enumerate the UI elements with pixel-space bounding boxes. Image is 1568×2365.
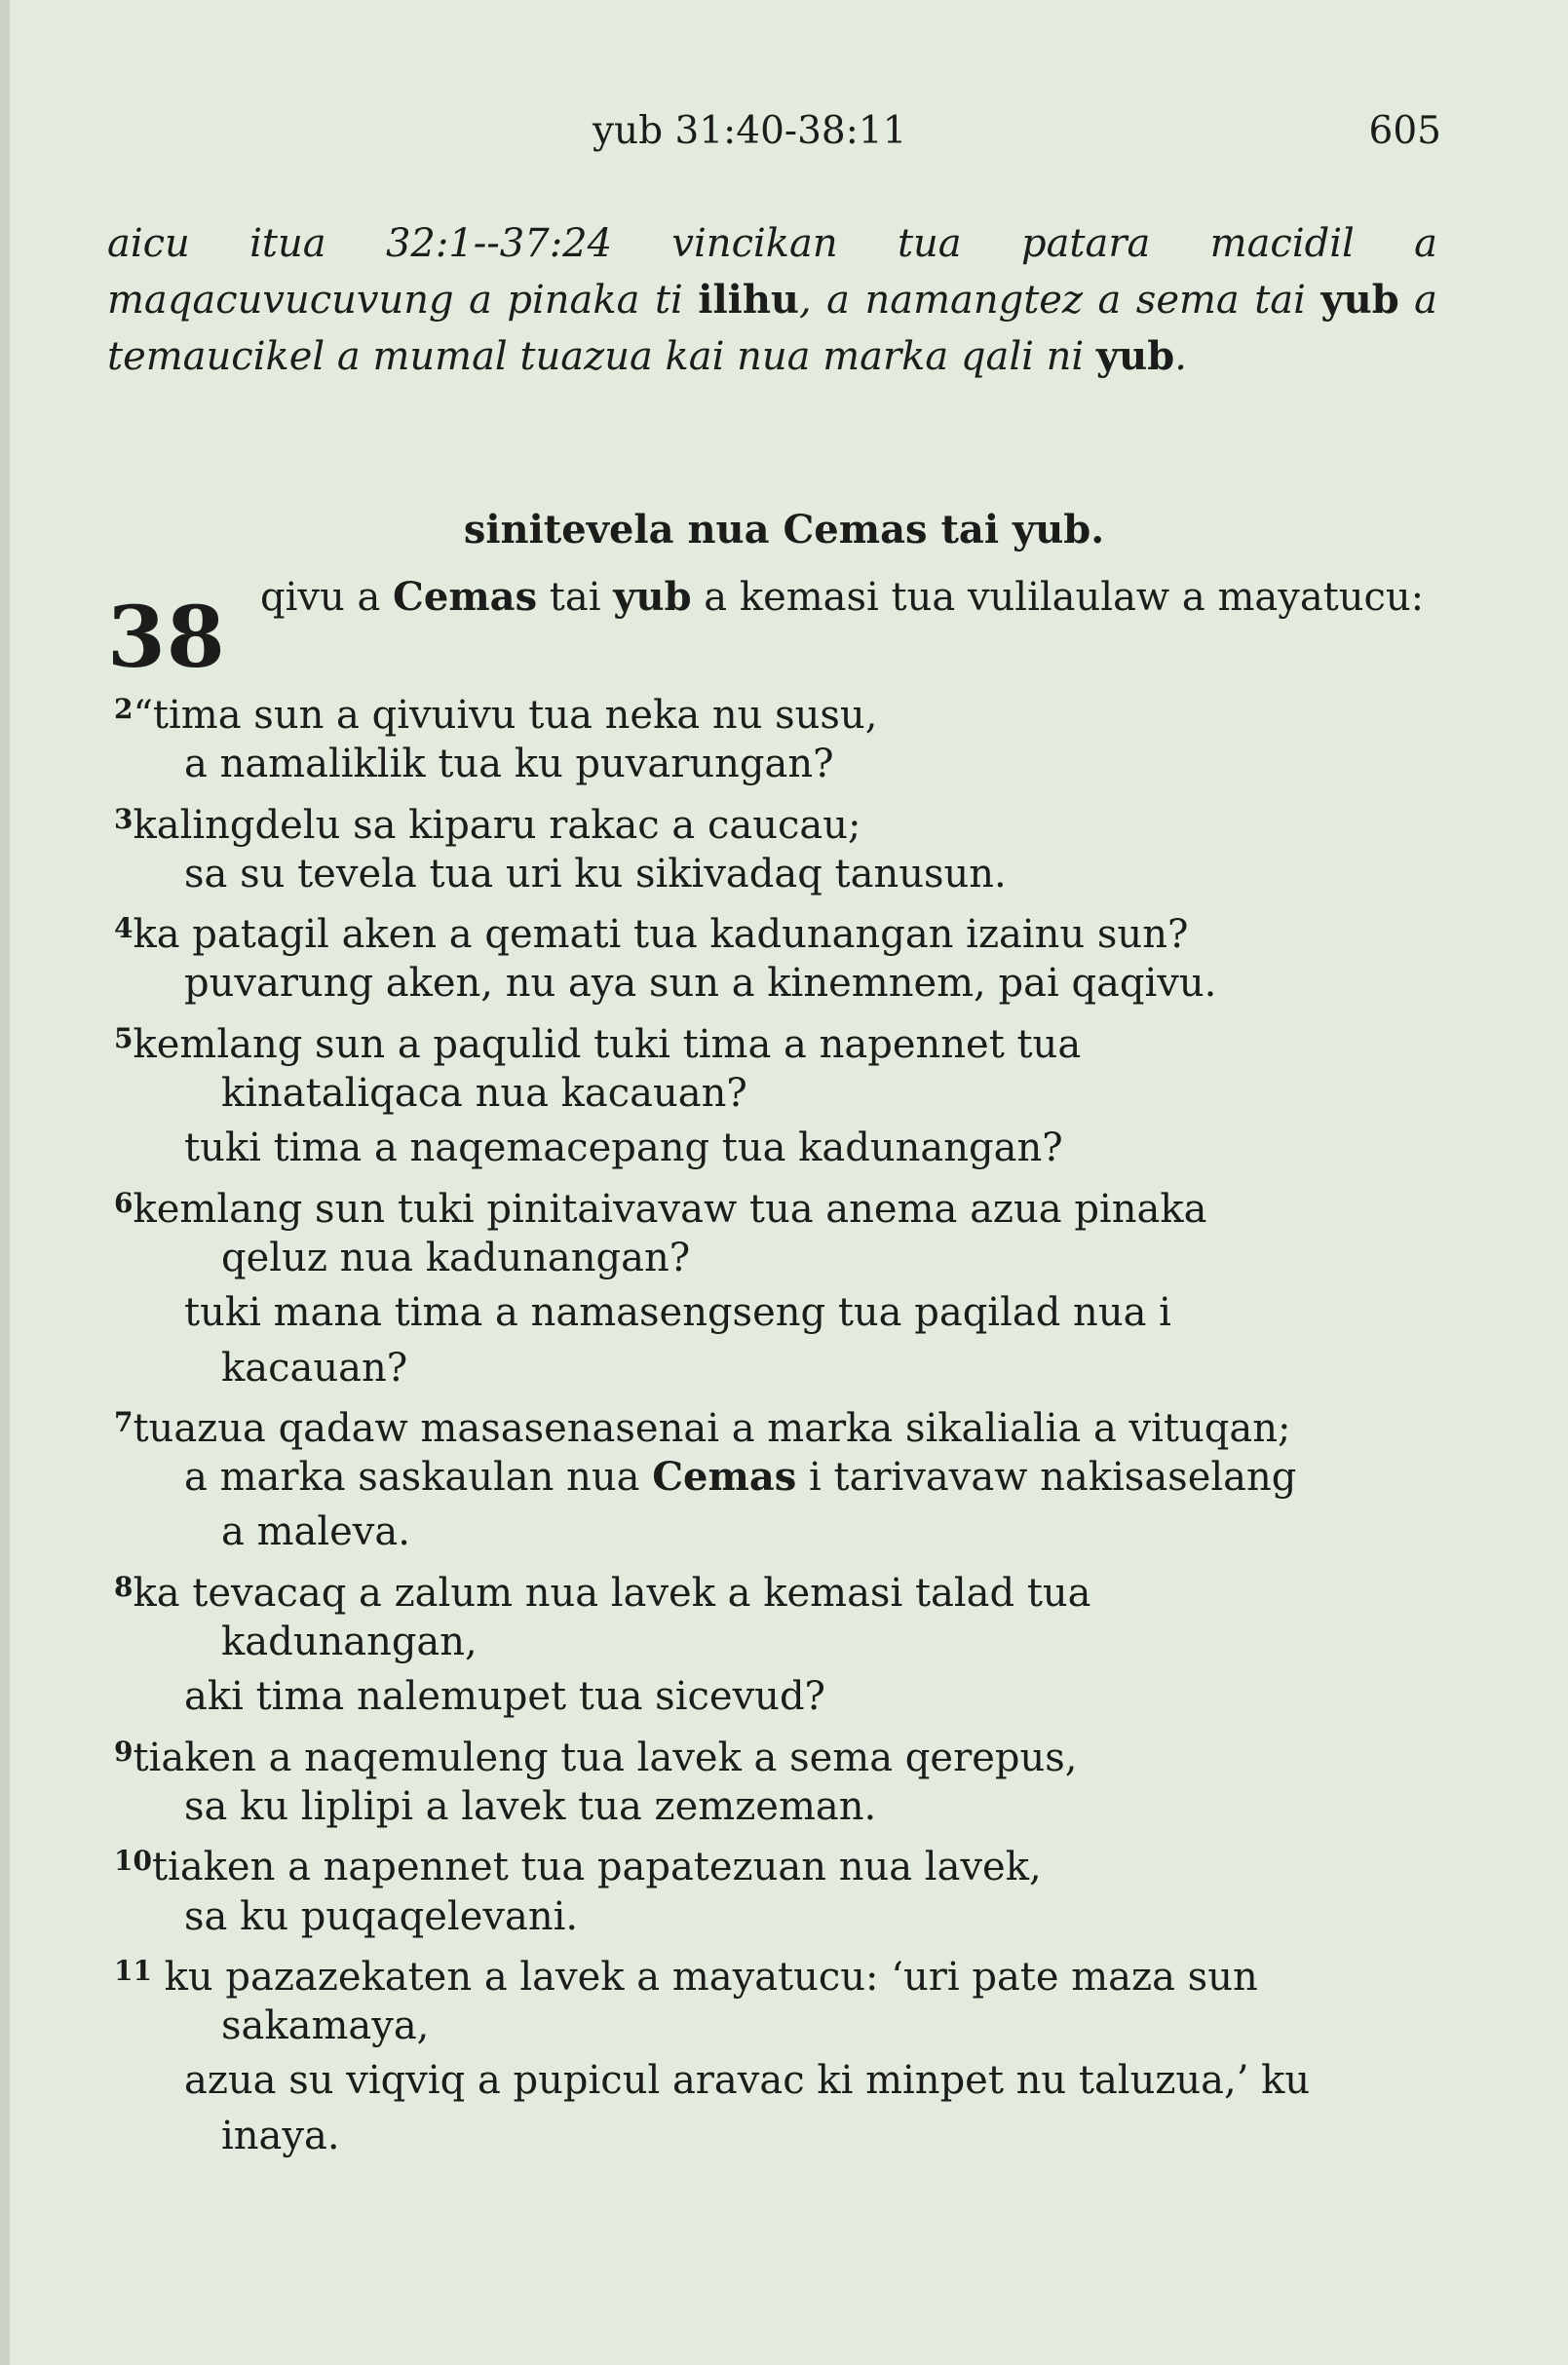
verse-line [114, 1999, 1459, 2053]
verse-text: kemlang sun tuki pinitaivavaw tua anema azua pinaka [133, 1186, 1207, 1232]
verse-text: sa su tevela tua uri ku sikivadaq tanusun. [184, 851, 1007, 896]
verse-text: kinataliqaca nua kacauan? [221, 1071, 747, 1117]
verse-line [114, 956, 1459, 1011]
header-title: yub 31:40-38:11 [593, 109, 907, 153]
verse-line [114, 1121, 1459, 1175]
verse-text: kemlang sun a paqulid tuki tima a napennet tua [133, 1021, 1082, 1067]
verse-line [114, 682, 1459, 737]
intro-text: a temaucikel a mumal tuazua kai nua marka qali ni [107, 278, 1438, 379]
verse-name: Cemas [652, 1454, 797, 1501]
verse-line [114, 1011, 1459, 1066]
verse-text: tai [537, 575, 614, 620]
verse-line [114, 1285, 1459, 1340]
verse-text: inaya. [221, 2113, 340, 2158]
verse-text: azua su viqviq a pupicul aravac ki minpet nu taluzua,’ ku [184, 2058, 1311, 2104]
verse-text: sakamaya, [221, 2003, 430, 2049]
verse-line [114, 1944, 1459, 1999]
verse-1 [260, 570, 1439, 625]
intro-name: ilihu [698, 277, 800, 323]
verse-line [114, 1615, 1459, 1669]
verse-text: i tarivavaw nakisaselang [796, 1455, 1297, 1501]
verse-number: 6 [114, 1186, 134, 1219]
page-number: 605 [1368, 109, 1441, 153]
verse-line [114, 901, 1459, 956]
verse-number: 3 [114, 802, 134, 835]
intro-text: , a namangtez a sema tai [799, 278, 1321, 323]
verse-number: 2 [114, 693, 134, 725]
verse-text: qivu a [260, 575, 394, 620]
verse-text: qeluz nua kadunangan? [221, 1235, 691, 1280]
verse-number: 4 [114, 912, 134, 945]
intro-paragraph [107, 216, 1437, 385]
verse-text: aki tima nalemupet tua sicevud? [184, 1674, 825, 1720]
intro-text: . [1174, 334, 1187, 379]
poetry-block [114, 682, 1459, 2163]
verse-number: 5 [114, 1021, 134, 1054]
verse-text: a marka saskaulan nua [184, 1455, 653, 1501]
verse-text: tuki tima a naqemacepang tua kadunangan? [184, 1125, 1063, 1171]
verse-text: tiaken a napennet tua papatezuan nua lavek, [151, 1845, 1042, 1890]
verse-number: 11 [114, 1954, 152, 1987]
verse-line [114, 737, 1459, 791]
chapter-number: 38 [107, 589, 226, 687]
page-binding-edge [0, 0, 10, 2365]
verse-text: tuki mana tima a namasengseng tua paqilad nua i [184, 1290, 1171, 1336]
verse-line [114, 847, 1459, 901]
verse-line [114, 1176, 1459, 1231]
verse-line [114, 1395, 1459, 1450]
verse-text: tiaken a naqemuleng tua lavek a sema qerepus, [133, 1735, 1078, 1780]
verse-line [114, 1341, 1459, 1395]
verse-line [114, 1560, 1459, 1615]
verse-name: yub [613, 574, 692, 620]
verse-line [114, 1834, 1459, 1888]
verse-line [114, 2109, 1459, 2163]
verse-text: tuazua qadaw masasenasenai a marka sikalialia a vituqan; [133, 1405, 1291, 1451]
verse-line [114, 2053, 1459, 2108]
section-heading: sinitevela nua Cemas tai yub. [463, 507, 1105, 553]
verse-text: ku pazazekaten a lavek a mayatucu: ‘uri pate maza sun [151, 1954, 1258, 2000]
verse-text: “tima sun a qivuivu tua neka nu susu, [133, 693, 878, 738]
verse-line [114, 1066, 1459, 1121]
verse-line [114, 1725, 1459, 1779]
verse-number: 10 [114, 1845, 152, 1878]
verse-number: 7 [114, 1405, 134, 1438]
intro-name: yub [1320, 277, 1399, 323]
verse-number: 8 [114, 1570, 134, 1603]
intro-text: aicu itua 32:1--37:24 vincikan tua patara macidil a maqacuvucuvung a pinaka ti [107, 221, 1437, 323]
verse-line [114, 1450, 1459, 1505]
verse-text: sa ku puqaqelevani. [184, 1893, 579, 1939]
verse-text: ka tevacaq a zalum nua lavek a kemasi talad tua [133, 1570, 1091, 1616]
verse-text: puvarung aken, nu aya sun a kinemnem, pai qaqivu. [184, 961, 1217, 1007]
verse-number: 9 [114, 1735, 134, 1768]
verse-text: sa ku liplipi a lavek tua zemzeman. [184, 1783, 877, 1829]
verse-name: Cemas [393, 574, 538, 620]
verse-text: a maleva. [221, 1509, 410, 1555]
verse-line [114, 1889, 1459, 1944]
verse-line [114, 1669, 1459, 1724]
verse-line [114, 1231, 1459, 1285]
verse-text: a kemasi tua vulilaulaw a mayatucu: [691, 575, 1425, 620]
intro-name: yub [1095, 333, 1175, 379]
verse-line [114, 792, 1459, 847]
verse-text: a namaliklik tua ku puvarungan? [184, 742, 834, 787]
verse-text: kadunangan, [221, 1620, 478, 1665]
verse-line [114, 1505, 1459, 1559]
verse-line [114, 1779, 1459, 1834]
verse-text: kacauan? [221, 1345, 408, 1391]
verse-text: kalingdelu sa kiparu rakac a caucau; [133, 802, 861, 848]
verse-text: ka patagil aken a qemati tua kadunangan izainu sun? [133, 912, 1189, 958]
